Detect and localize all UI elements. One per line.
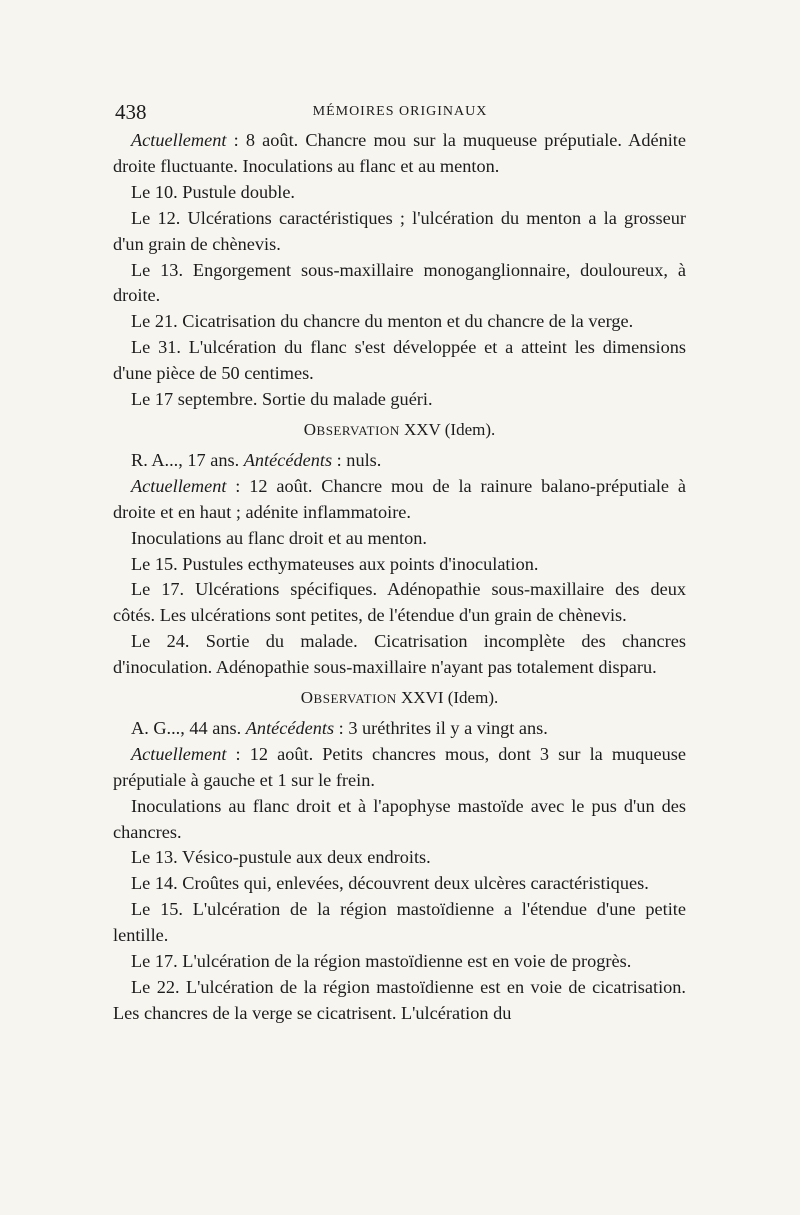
paragraph: Le 15. L'ulcération de la région mastoïdienne a l'étendue d'une petite lentille. [113, 899, 686, 946]
paragraph: Le 31. L'ulcération du flanc s'est développée et a atteint les dimensions d'une pièce de 50 centimes. [113, 337, 686, 384]
heading-label: OBSERVATION [303, 419, 400, 439]
paragraph: Le 21. Cicatrisation du chancre du menton et du chancre de la verge. [131, 311, 634, 332]
italic-term: Actuellement [131, 130, 227, 150]
italic-term: Antécédents [245, 717, 335, 738]
paragraph: Le 17. Ulcérations spécifiques. Adénopathie sous-maxillaire des deux côtés. Les ulcérations sont petites, de l'étendue d'un grain de chènevis. [113, 579, 686, 626]
paragraph [113, 742, 686, 794]
paragraph [113, 474, 686, 526]
heading-number: XXVI (Idem). [396, 688, 499, 708]
paragraph: Le 10. Pustule double. [131, 181, 296, 202]
paragraph-text: : nuls. [332, 449, 382, 470]
observation-heading [113, 685, 686, 712]
page-header [115, 100, 685, 128]
observation-heading [113, 417, 686, 444]
paragraph: Le 14. Croûtes qui, enlevées, découvrent deux ulcères caractéristiques. [131, 873, 649, 894]
paragraph: Le 22. L'ulcération de la région mastoïdienne est en voie de cicatrisation. Les chancres de la verge se cicatrisent. L'ulcération du [113, 977, 686, 1023]
patient-id: A. G..., 44 ans. [131, 717, 246, 738]
page-number: 438 [115, 100, 147, 124]
patient-id: R. A..., 17 ans. [131, 449, 244, 470]
paragraph: Le 17 septembre. Sortie du malade guéri. [131, 389, 433, 410]
running-head: MÉMOIRES ORIGINAUX [312, 104, 488, 119]
paragraph-text: : 12 août. Petits chancres mous, dont 3 sur la muqueuse préputiale à gauche et 1 sur le frein. [113, 743, 686, 790]
paragraph: Le 13. Engorgement sous-maxillaire monoganglionnaire, douloureux, à droite. [113, 259, 686, 306]
heading-label: OBSERVATION [300, 688, 397, 708]
paragraph: Inoculations au flanc droit et à l'apophyse mastoïde avec le pus d'un des chancres. [113, 795, 686, 842]
body-text [113, 128, 686, 1027]
paragraph: Le 15. Pustules ecthymateuses aux points d'inoculation. [131, 553, 539, 574]
paragraph-text: : 12 août. Chancre mou de la rainure balano-préputiale à droite et en haut ; adénite inflammatoire. [113, 475, 686, 522]
paragraph-text: : 8 août. Chancre mou sur la muqueuse préputiale. Adénite droite fluctuante. Inoculations au flanc et au menton. [113, 130, 686, 176]
paragraph: Le 17. L'ulcération de la région mastoïdienne est en voie de progrès. [131, 951, 632, 972]
paragraph: Le 12. Ulcérations caractéristiques ; l'ulcération du menton a la grosseur d'un grain de chènevis. [113, 207, 686, 254]
italic-term: Actuellement [131, 743, 227, 764]
italic-term: Actuellement [131, 475, 227, 496]
paragraph: Le 13. Vésico-pustule aux deux endroits. [131, 847, 431, 868]
paragraph [113, 448, 686, 474]
italic-term: Antécédents [243, 449, 333, 470]
paragraph-text: : 3 uréthrites il y a vingt ans. [334, 717, 548, 738]
paragraph [113, 128, 686, 180]
heading-number: XXV (Idem). [399, 419, 496, 439]
paragraph: Inoculations au flanc droit et au menton. [131, 527, 427, 548]
paragraph: Le 24. Sortie du malade. Cicatrisation incomplète des chancres d'inoculation. Adénopathie sous-maxillaire n'ayant pas totalement disparu. [113, 631, 686, 678]
paragraph [113, 716, 686, 742]
